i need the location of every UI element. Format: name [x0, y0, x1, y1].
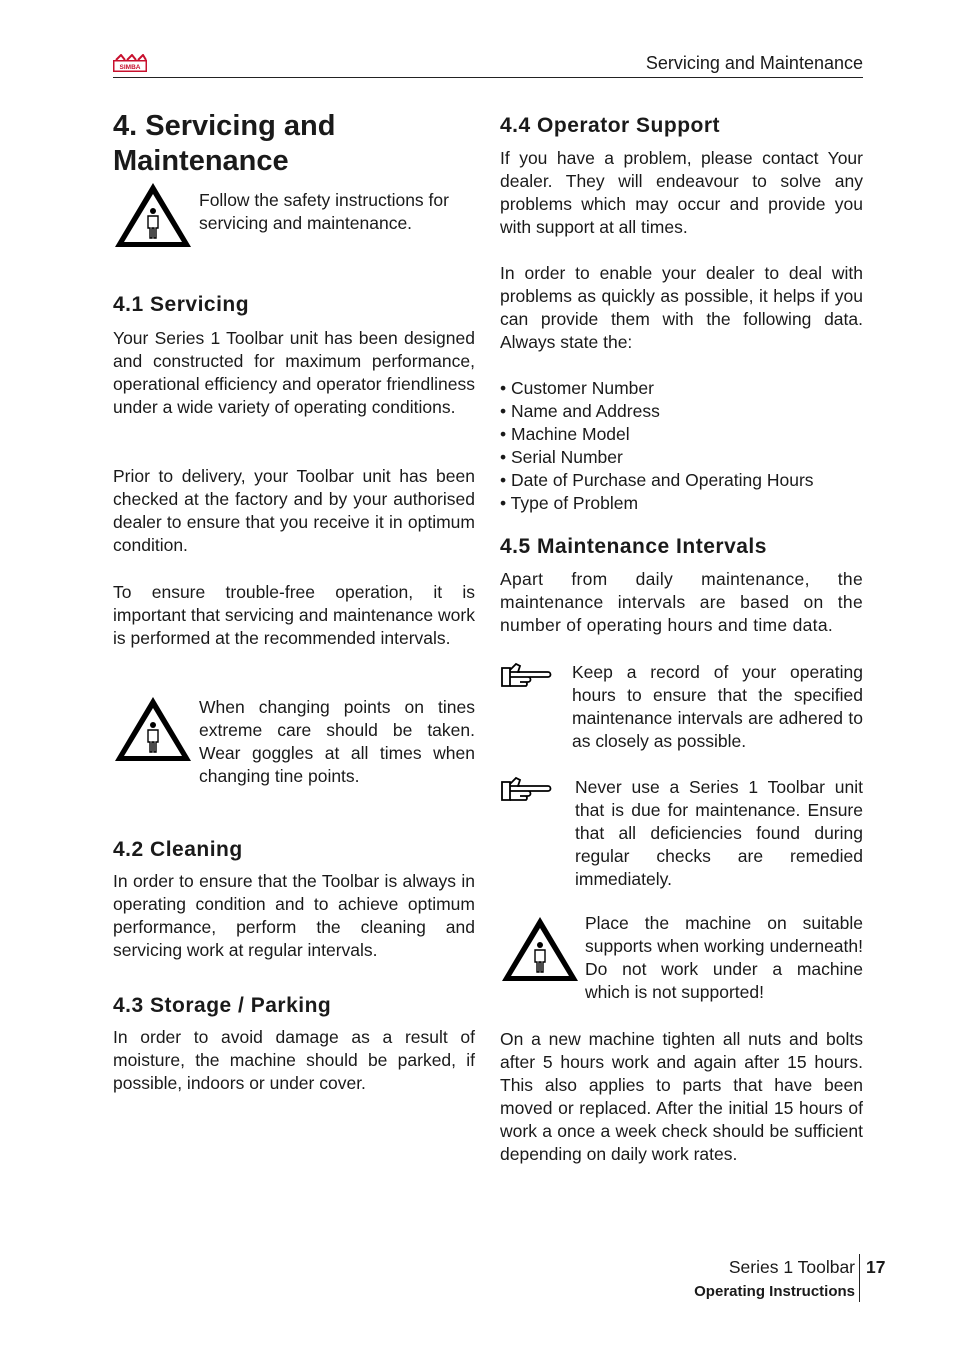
servicing-para-2: Prior to delivery, your Toolbar unit has been checked at the factory and by your authorised dealer to ensure that you receive it in optimum condition. — [113, 466, 475, 555]
page-number: 17 — [866, 1257, 886, 1277]
footer-rule — [859, 1254, 860, 1302]
header-title: Servicing and Maintenance — [645, 53, 863, 73]
heading-4-2: 4.2 Cleaning — [113, 838, 243, 861]
support-warning-text: Place the machine on suitable supports when working underneath! Do not work under a machine which is not supported! — [585, 913, 863, 1002]
logo-text: SIMBA — [119, 64, 141, 71]
intro-warning-text: Follow the safety instructions for servicing and maintenance. — [199, 190, 449, 233]
pointing-hand-icon — [500, 660, 554, 690]
heading-4-1: 4.1 Servicing — [113, 293, 250, 316]
maintenance-para-2: On a new machine tighten all nuts and bolts after 5 hours work and again after 15 hours. This also applies to parts that have been moved or replaced. After the initial 15 hours of work a once a week check should be sufficient depending on daily work rates. — [500, 1029, 863, 1164]
maintenance-para-1: Apart from daily maintenance, the maintenance intervals are based on the number of operating hours and time data. — [500, 569, 863, 635]
cleaning-para: In order to ensure that the Toolbar is always in operating condition and to achieve optimum performance, perform the cleaning and servicing work at regular intervals. — [113, 871, 475, 960]
storage-para: In order to avoid damage as a result of moisture, the machine should be parked, if possible, indoors or under cover. — [113, 1027, 475, 1093]
warning-icon — [113, 181, 193, 249]
support-para-2: In order to enable your dealer to deal with problems as quickly as possible, it helps if you can provide them with the following data. Always state the: — [500, 263, 863, 352]
list-item: • Name and Address — [500, 401, 660, 421]
heading-4-5: 4.5 Maintenance Intervals — [500, 535, 767, 558]
maintenance-note-2: Never use a Series 1 Toolbar unit that is due for maintenance. Ensure that all deficiencies found during regular checks are remedied immediately. — [575, 777, 863, 889]
tine-warning-text: When changing points on tines extreme care should be taken. Wear goggles at all times when changing tine points. — [199, 697, 475, 786]
list-item: • Date of Purchase and Operating Hours — [500, 470, 814, 490]
simba-logo — [113, 54, 147, 74]
list-item: • Customer Number — [500, 378, 654, 398]
maintenance-note-1: Keep a record of your operating hours to ensure that the specified maintenance intervals are adhered to as closely as possible. — [572, 662, 863, 751]
heading-4-3: 4.3 Storage / Parking — [113, 994, 332, 1017]
servicing-para-1: Your Series 1 Toolbar unit has been designed and constructed for maximum performance, operational efficiency and operator friendliness under a wide variety of operating conditions. — [113, 328, 475, 417]
list-item: • Type of Problem — [500, 493, 639, 513]
heading-4-4: 4.4 Operator Support — [500, 114, 721, 137]
pointing-hand-icon — [500, 774, 554, 804]
page-title-line1: 4. Servicing and — [113, 110, 336, 142]
list-item: • Serial Number — [500, 447, 623, 467]
header-rule — [113, 77, 863, 78]
support-para-1: If you have a problem, please contact Your dealer. They will endeavour to solve any problems which may occur and provide you with support at all times. — [500, 148, 863, 237]
footer-title: Series 1 Toolbar — [728, 1257, 855, 1277]
servicing-para-3: To ensure trouble-free operation, it is important that servicing and maintenance work is performed at the recommended intervals. — [113, 582, 475, 648]
warning-icon — [113, 695, 193, 763]
footer-subtitle: Operating Instructions — [694, 1283, 855, 1300]
warning-icon — [500, 915, 580, 983]
list-item: • Machine Model — [500, 424, 630, 444]
page-title — [113, 109, 483, 179]
page-title-line2: Maintenance — [113, 145, 289, 177]
support-data-list — [500, 377, 814, 515]
